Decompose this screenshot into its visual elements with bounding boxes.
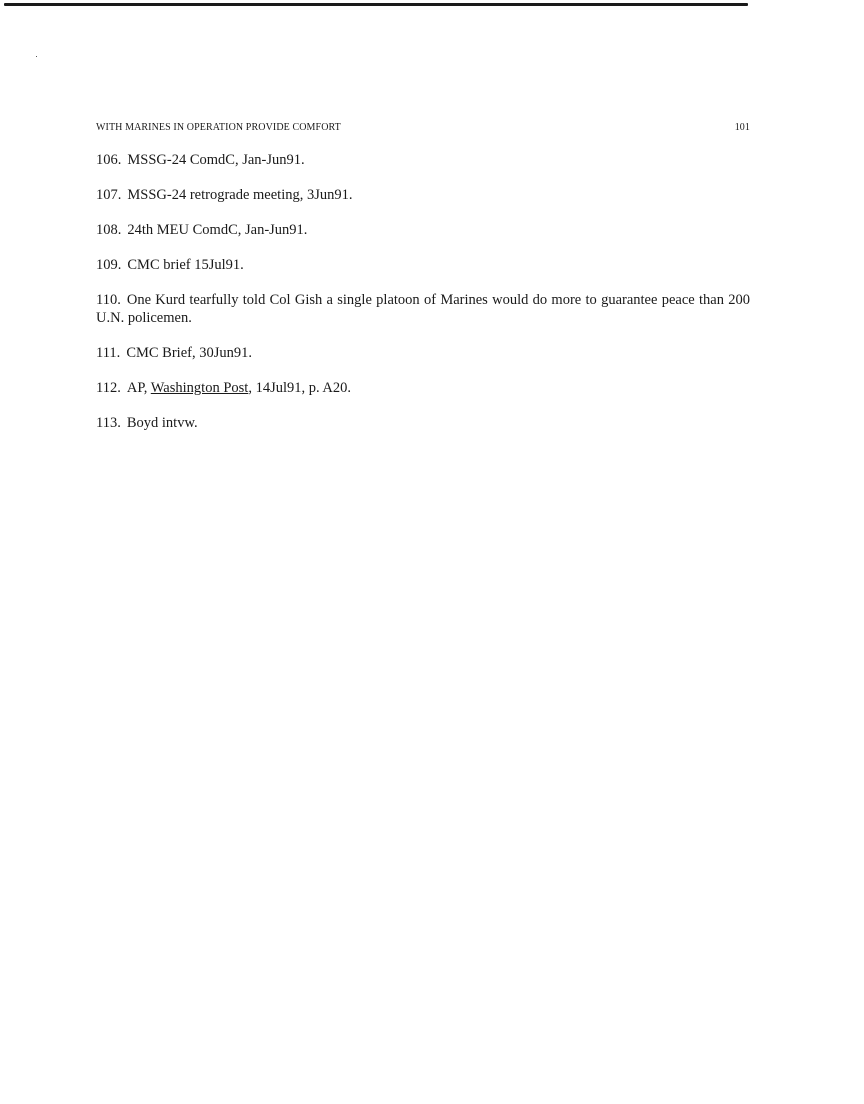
note-number: 111. bbox=[96, 345, 121, 361]
note-text: CMC Brief, 30Jun91. bbox=[126, 345, 252, 361]
note-number: 110. bbox=[96, 292, 121, 308]
endnote-109 bbox=[96, 256, 750, 274]
endnote-113 bbox=[96, 414, 750, 432]
note-text-pre: AP, bbox=[126, 380, 148, 396]
note-number: 113. bbox=[96, 415, 121, 431]
running-head bbox=[96, 122, 752, 133]
page-number: 101 bbox=[734, 122, 750, 133]
publication-title: Washington Post bbox=[150, 380, 249, 396]
note-text: 24th MEU ComdC, Jan-Jun91. bbox=[127, 222, 308, 238]
note-number: 109. bbox=[96, 257, 122, 273]
note-text: MSSG-24 retrograde meeting, 3Jun91. bbox=[127, 187, 353, 203]
endnote-106 bbox=[96, 151, 750, 169]
note-text: CMC brief 15Jul91. bbox=[127, 257, 244, 273]
top-rule bbox=[4, 3, 748, 6]
note-text-post: , 14Jul91, p. A20. bbox=[248, 380, 352, 396]
endnote-108 bbox=[96, 221, 750, 239]
note-number: 108. bbox=[96, 222, 122, 238]
note-text: MSSG-24 ComdC, Jan-Jun91. bbox=[127, 152, 305, 168]
note-number: 107. bbox=[96, 187, 122, 203]
endnote-111 bbox=[96, 344, 750, 362]
running-title: WITH MARINES IN OPERATION PROVIDE COMFORT bbox=[96, 122, 341, 133]
note-number: 106. bbox=[96, 152, 122, 168]
endnote-112 bbox=[96, 379, 750, 397]
endnotes-list bbox=[96, 151, 750, 449]
note-text: One Kurd tearfully told Col Gish a single platoon of Marines would do more to guarantee peace than 200 U.N. policemen. bbox=[96, 292, 750, 326]
note-text: Boyd intvw. bbox=[126, 415, 198, 431]
note-number: 112. bbox=[96, 380, 121, 396]
endnote-107 bbox=[96, 186, 750, 204]
scan-speck bbox=[36, 56, 37, 57]
endnote-110 bbox=[96, 291, 750, 327]
